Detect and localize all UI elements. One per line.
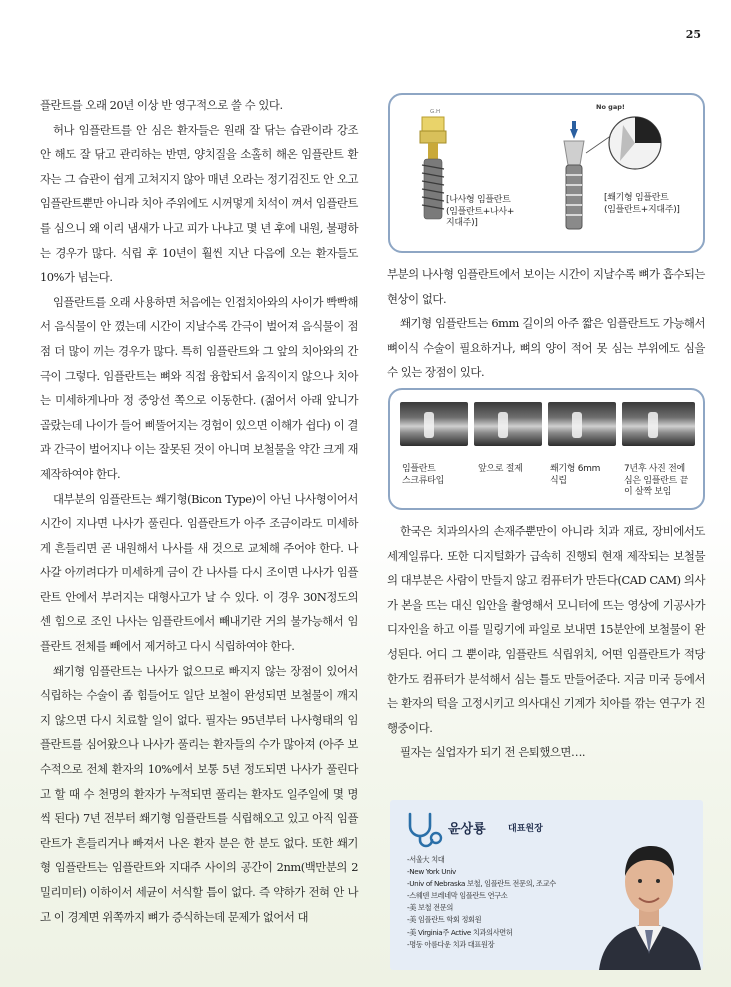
xray-caption: 앞으로 절제 [478,464,523,474]
paragraph: 플란트를 오래 20년 이상 반 영구적으로 쓸 수 있다. [40,98,283,112]
xray-image [400,402,468,446]
right-column-bottom [387,519,705,765]
credential-item: -美 보철 전문의 [407,903,453,913]
author-title: 대표원장 [508,824,543,834]
credential-item: -New York Univ [407,867,456,877]
screw-implant-caption: [나사형 임플란트 (임플란트+나사+ 지대주)] [446,195,515,228]
author-name: 윤상룡 [448,822,486,837]
xray-image [622,402,695,446]
xray-image [474,402,542,446]
xray-caption: 7년후 사진 전에 심은 임플란트 끝 이 살짝 보임 [624,464,688,497]
no-gap-label: No gap! [596,103,625,111]
author-profile-box [390,800,703,970]
paragraph: 허나 임플란트를 안 심은 환자들은 원래 잘 닦는 습관이라 강조 안 해도 잘 닦고 관리하는 반면, 양치질을 소홀히 해온 임플란트 환자는 그 습관이 쉽게 고쳐지지 않아 매년 오라는 정기검진도 안 오고 임플란트뿐만 아니라 치아 주위에도 시꺼멓게 치석이 껴서 임플란트를 심으니 왜 이리 냄새가 나고 피가 나냐고 몇 년 후에 내원, 불평하는 경우가 많다. 식립 후 10년이 훨씬 지난 다음에 오는 환자들도 10%가 넘는다. [40,122,358,285]
right-column-top [387,262,705,385]
paragraph: 대부분의 임플란트는 쐐기형(Bicon Type)이 아닌 나사형이어서 시간이 지나면 나사가 풀린다. 임플란트가 아주 조금이라도 미세하게 흔들리면 곧 내원해서 나사를 새 것으로 교체해 주어야 한다. 나사갈 아끼려다가 미세하게 금이 간 나사를 다시 조이면 나사가 임플란트 안에서 부러지는 대형사고가 날 수 있다. 이 경우 30N정도의 센 힘으로 조인 나사는 임플란트에서 빼내기란 거의 불가능해서 임플란트 전체를 빼에서 제거하고 다시 식립하여야 한다. [40,491,358,654]
paragraph: 한국은 치과의사의 손재주뿐만이 아니라 치과 재료, 장비에서도 세계일류다. 또한 디지털화가 급속히 진행되 현재 제작되는 보철물의 대부분은 사람이 만들지 않고 컴퓨터가 만든다(CAD CAM) 의사가 본을 뜨는 대신 입안을 촬영해서 모니터에 뜨는 영상에 기공사가 디자인을 하고 이를 밀링기에 파일로 보내면 15분안에 보철물이 완성된다. 어디 그 뿐이랴, 임플란트 식립위치, 어떤 임플란트가 적당한가도 컴퓨터가 분석해서 심는 틀도 만들어준다. 지금 미국 등에서는 환자의 턱을 고정시키고 의사대신 기계가 치아를 깎는 연구가 진행중이다. [387,524,705,735]
credential-item: -명동 아름다운 치과 대표원장 [407,939,495,949]
xray-caption: 임플란트 스크류타입 [402,464,444,486]
paragraph: 쐐기형 임플란트는 나사가 없으므로 빠지지 않는 장점이 있어서 식립하는 수술이 좀 힘들어도 일단 보철이 완성되면 보철물이 깨지지 않으면 다시 치료할 일이 없다. 필자는 95년부터 나사형태의 임플란트를 심어왔으나 나사가 풀리는 환자들의 수가 많아져 (아주 보수적으로 전체 환자의 10%에서 보통 5년 정도되면 나사가 풀린다고 할 때 수 천명의 환자가 누적되면 풀리는 환자도 일주일에 몇 명씩 된다) 7년 전부터 쐐기형 임플란트를 식립해오고 있고 아직 임플란트가 흔들리거나 빠져서 나온 환자 분은 한 분도 없다. 또한 쐐기형 임플란트는 임플란트와 지대주 사이의 공간이 2nm(백만분의 2밀리미터) 이하이서 세균이 서식할 틈이 없다. 즉 약하가 전혀 안 나고 이 경계면 위쪽까지 뼈가 증식하는데 문제가 없어서 대 [40,663,358,924]
paragraph: 쐐기형 임플란트는 6mm 길이의 아주 짧은 임플란트도 가능해서 뼈이식 수술이 필요하거나, 뼈의 양이 적어 못 심는 부위에도 심을 수 있는 장점이 있다. [387,316,705,380]
xray-sequence-figure [388,388,705,510]
credential-item: -Univ of Nebraska 보철, 임플란트 전문의, 조교수 [407,879,556,889]
credential-item: -스웨덴 브레네막 임플란트 연구소 [407,891,508,901]
xray-image [548,402,616,446]
credential-item: -美 임플란트 학회 정회원 [407,915,482,925]
page-number: 25 [685,28,701,41]
author-portrait [595,826,703,970]
credential-item: -서울大 치대 [407,855,445,864]
paragraph: 부분의 나사형 임플란트에서 보이는 시간이 지날수록 뼈가 흡수되는 현상이 없다. [387,267,705,306]
left-column [40,93,358,929]
paragraph: 임플란트를 오래 사용하면 처음에는 인접치아와의 사이가 빡빡해서 음식물이 안 꼈는데 시간이 지날수록 간극이 벌어져 음식물이 점점 더 많이 끼는 경우가 많다. 특히 임플란트와 그 앞의 치아와의 간극이 그렇다. 임플란트는 뼈와 직접 융합되서 움직이지 않으나 치아는 미세하게나마 정 중앙선 쪽으로 이동한다. (젊어서 아래 앞니가 골랐는데 나이가 들어 삐뚤어지는 경험이 있으면 이해가 쉽다) 이 결과 간극이 벌어지나 이는 잘못된 것이 아니며 보철물을 약간 크게 재 제작하여야 한다. [40,294,358,481]
credential-item: -美 Virginia주 Active 치과의사면허 [407,927,513,937]
wedge-implant-caption: [쐐기형 임플란트 (임플란트+지대주)] [604,193,680,215]
gh-label: G.H [430,109,441,115]
xray-caption: 쐐기형 6mm 식립 [550,464,601,486]
credentials-list [407,854,556,951]
implant-illustration [390,95,703,251]
paragraph: 필자는 실업자가 되기 전 은퇴했으면…. [400,745,586,760]
stethoscope-icon [402,810,444,850]
implant-comparison-figure [388,93,705,253]
